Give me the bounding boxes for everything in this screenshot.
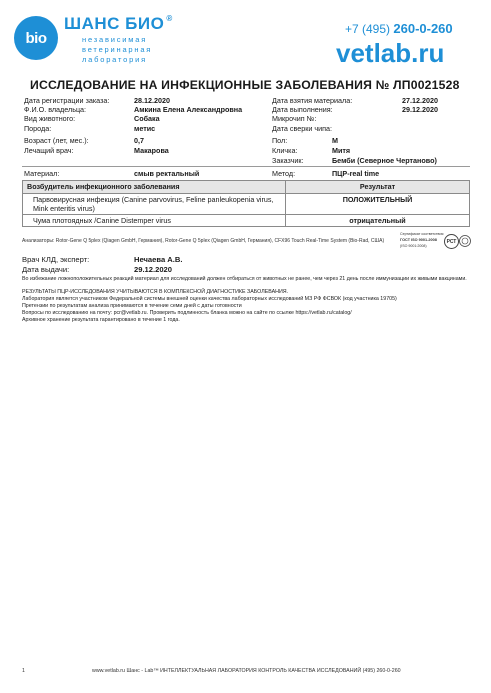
certificate-line-3: (ISO 9001:2008) [400,244,427,248]
tagline-line-1: независимая [82,35,148,44]
phone-number [345,21,453,36]
field-value-completion-date: 29.12.2020 [402,105,438,114]
table-header-row [23,181,470,194]
field-label-sample-date: Дата взятия материала: [272,96,353,105]
field-label-vet: Лечащий врач: [24,146,74,155]
field-label-material: Материал: [24,169,60,178]
doctor-label: Врач КЛД, эксперт: [22,255,90,264]
field-label-completion-date: Дата выполнения: [272,105,333,114]
field-label-owner: Ф.И.О. владельца: [24,105,87,114]
result-cell: ПОЛОЖИТЕЛЬНЫЙ [286,194,470,215]
brand-name [64,14,173,34]
certificate-line-1: Сертификат соответствия [400,232,444,236]
field-value-method: ПЦР-real time [332,169,380,178]
field-value-registration-date: 28.12.2020 [134,96,170,105]
note-archive: Архивное хранение результата гарантировано в течение 1 года. [22,317,180,323]
divider [22,166,470,167]
page-number: 1 [22,668,25,674]
certificate-line-2: ГОСТ ISO 9001-2008 [400,238,437,242]
logo-text: bio [25,29,47,47]
field-value-customer: Бемби (Северное Чертаново) [332,156,437,165]
table-row [23,194,470,215]
field-label-registration-date: Дата регистрации заказа: [24,96,110,105]
pathogen-cell: Чума плотоядных /Canine Distemper virus [23,215,286,227]
col-header-result: Результат [286,181,470,194]
field-label-pet-name: Кличка: [272,146,298,155]
seal-icon [459,234,471,248]
results-table [22,180,470,227]
field-value-species: Собака [134,114,160,123]
phone-prefix: +7 (495) [345,22,391,36]
note-contact: Вопросы по исследованию на почту: pcr@vetlab.ru. Проверить подлинность бланка можно на сайте по ссылке https://vetlab.ru/catalog/ [22,310,352,316]
footer-text: www.vetlab.ru Шанс - Lab™ ИНТЕЛЛЕКТУАЛЬНАЯ ЛАБОРАТОРИЯ КОНТРОЛЬ КАЧЕСТВА ИССЛЕДОВАНИЙ (495) 260-0-260 [92,668,401,674]
phone-main: 260-0-260 [393,21,453,36]
issue-date-value: 29.12.2020 [134,265,173,274]
rst-mark-icon: РСТ [444,234,459,249]
issue-date-label: Дата выдачи: [22,265,70,274]
field-value-sample-date: 27.12.2020 [402,96,438,105]
tagline-line-2: ветеринарная [82,45,153,54]
brand-text: ШАНС БИО [64,14,165,33]
field-value-breed: метис [134,124,156,133]
note-vaccination: Во избежание ложноположительных реакций материал для исследований должен отбираться от животных не ранее, чем через 21 день после иммунизации их живыми вакцинами. [22,276,467,282]
page-title: ИССЛЕДОВАНИЕ НА ИНФЕКЦИОННЫЕ ЗАБОЛЕВАНИЯ № ЛП0021528 [30,78,460,92]
col-header-pathogen: Возбудитель инфекционного заболевания [23,181,286,194]
table-row [23,215,470,227]
registered-mark: ® [166,14,173,23]
field-label-breed: Порода: [24,124,52,133]
field-value-owner: Амкина Елена Александровна [134,105,243,114]
field-label-customer: Заказчик: [272,156,304,165]
field-value-vet: Макарова [134,146,169,155]
field-label-chip-check-date: Дата сверки чипа: [272,124,333,133]
analyzers-text: Анализаторы: Rotor-Gene Q 5plex (Qiagen GmbH, Германия), Rotor-Gene Q 5plex (Qiagen GmbH, Германия), CFX96 Touch Real-Time System (Bio-Rad, США) [22,238,385,244]
field-value-sex: М [332,136,338,145]
field-label-sex: Пол: [272,136,288,145]
certificate-mark [400,232,470,260]
note-fsvok: Лаборатория является участником Федеральной системы внешней оценки качества лабораторных исследований МЗ РФ ФСВОК (код участника 19705) [22,296,397,302]
field-value-age: 0,7 [134,136,144,145]
note-claims: Претензии по результатам анализа принимаются в течение семи дней с даты готовности [22,303,242,309]
website-link[interactable]: vetlab.ru [336,38,445,68]
field-value-pet-name: Митя [332,146,351,155]
tagline-line-3: лаборатория [82,55,147,64]
doctor-name: Нечаева А.В. [134,255,183,264]
note-results: РЕЗУЛЬТАТЫ ПЦР-ИССЛЕДОВАНИЯ УЧИТЫВАЮТСЯ В КОМПЛЕКСНОЙ ДИАГНОСТИКЕ ЗАБОЛЕВАНИЯ. [22,289,289,295]
result-cell: отрицательный [286,215,470,227]
bio-logo [14,16,58,60]
field-label-species: Вид животного: [24,114,76,123]
field-label-age: Возраст (лет, мес.): [24,136,89,145]
field-label-microchip: Микрочип №: [272,114,317,123]
field-label-method: Метод: [272,169,296,178]
field-value-material: смыв ректальный [134,169,200,178]
pathogen-cell: Парвовирусная инфекция (Canine parvovirus, Feline panleukopenia virus, Mink enteritis virus) [23,194,286,215]
